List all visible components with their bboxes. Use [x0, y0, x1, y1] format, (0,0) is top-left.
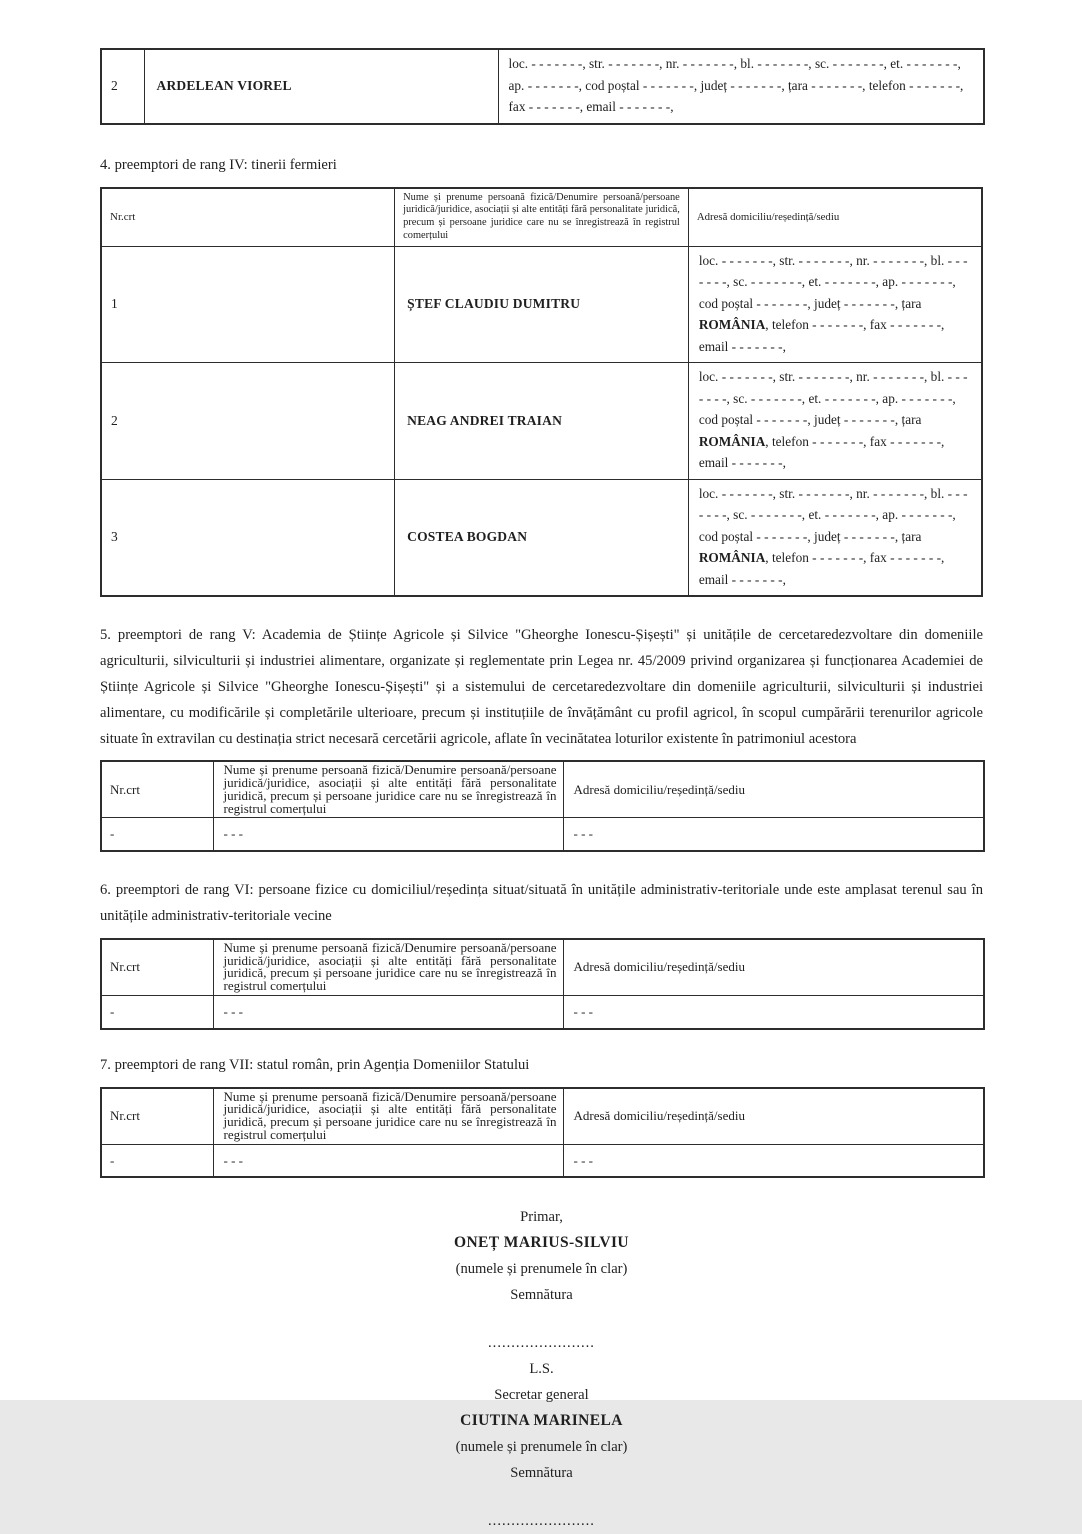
table-header-row	[101, 939, 984, 996]
country-name: ROMÂNIA	[698, 433, 766, 449]
name-header-cell: Nume și prenume persoană fizică/Denumire persoană/persoane juridică/juridice, asociații și alte entități fără personalitate juridică, precum și persoane juridice care nu se înregistrează în registrul comerțului	[213, 761, 563, 818]
person-name-cell: NEAG ANDREI TRAIAN	[395, 363, 689, 480]
section4-heading: 4. preemptori de rang IV: tinerii fermieri	[100, 156, 337, 173]
section6-heading: 6. preemptori de rang VI: persoane fizice cu domiciliul/reședința situat/situată în unitățile administrativ-teritoriale unde este amplasat terenul sau în unitățile administrativ-teritoriale vecine	[100, 881, 983, 924]
nr-crt-header-cell: Nr.crt	[101, 188, 395, 247]
row-number-cell: -	[101, 1144, 213, 1177]
rang4-table	[100, 187, 983, 598]
address-cell: - - -	[563, 818, 984, 851]
country-name: ROMÂNIA	[698, 550, 766, 566]
name-header-cell: Nume și prenume persoană fizică/Denumire persoană/persoane juridică/juridice, asociații și alte entități fără personalitate juridică, precum și persoane juridice care nu se înregistrează în registrul comerțului	[213, 1088, 563, 1145]
address-text: , telefon - - - - - - -, fax - - - - - - -, email - - - - - - -,	[698, 550, 945, 587]
address-cell: - - -	[563, 1144, 984, 1177]
person-name-cell: - - -	[213, 996, 563, 1029]
address-header-cell: Adresă domiciliu/reședință/sediu	[688, 188, 982, 247]
address-text: loc. - - - - - - -, str. - - - - - - -, nr. - - - - - - -, bl. - - - - - - -, sc. - - - - - - -, et. - - - - - - -, ap. - - - - - - -, cod poștal - - - - - - -, județ - - - - - - -, țara	[698, 485, 968, 544]
nr-crt-header-cell: Nr.crt	[101, 939, 213, 996]
address-text: , telefon - - - - - - -, fax - - - - - - -, email - - - - - - -,	[698, 433, 945, 471]
table-row	[101, 363, 982, 480]
section5-heading: 5. preemptori de rang V: Academia de Științe Agricole și Silvice "Gheorghe Ionescu-Șișești" și unitățile de cercetaredezvoltare din domeniile agriculturii, silviculturii și industriei alimentare, organizate și reglementate prin Legea nr. 45/2009 privind organizarea și funcționarea Academiei de Științe Agricole și Silvice "Gheorghe Ionescu-Șișești" și a sistemului de cercetaredezvoltare din domeniile agriculturii, silviculturii și industriei alimentare, cu modificările și completările ulterioare, precum și instituțiile de învățământ cu profil agricol, în scopul cumpărării terenurilor agricole situate în extravilan cu destinația strict necesară cercetării agricole, aflate în vecinătatea loturilor existente în patrimoniul acestora	[100, 627, 983, 748]
address-text: loc. - - - - - - -, str. - - - - - - -, nr. - - - - - - -, bl. - - - - - - -, sc. - - - - - - -, et. - - - - - - -, ap. - - - - - - -, cod poștal - - - - - - -, județ - - - - - - -, țara	[698, 369, 968, 428]
address-cell	[688, 363, 982, 480]
nr-crt-header-cell: Nr.crt	[101, 1088, 213, 1145]
table-header-row	[101, 761, 984, 818]
address-cell	[688, 479, 982, 596]
person-name-cell: - - -	[213, 818, 563, 851]
section7-heading: 7. preemptori de rang VII: statul român, prin Agenția Domeniilor Statului	[100, 1056, 530, 1073]
mayor-title: Primar,	[520, 1209, 563, 1226]
secretary-name: CIUTINA MARINELA	[460, 1412, 623, 1430]
table-row	[101, 246, 982, 363]
row-number-cell: 2	[101, 49, 144, 124]
table-header-row	[101, 1088, 984, 1145]
table-row	[101, 479, 982, 596]
signature-label: Semnătura	[510, 1287, 573, 1304]
row-number-cell: 3	[101, 479, 395, 596]
rang6-table	[100, 938, 985, 1030]
row-number-cell: -	[101, 818, 213, 851]
signature-dotted-line: .......................	[488, 1513, 595, 1530]
address-header-cell: Adresă domiciliu/reședință/sediu	[563, 1088, 984, 1145]
name-header-cell: Nume și prenume persoană fizică/Denumire persoană/persoane juridică/juridice, asociații și alte entități fără personalitate juridică, precum și persoane juridice care nu se înregistrează în registrul comerțului	[213, 939, 563, 996]
person-name-cell: ARDELEAN VIOREL	[144, 49, 498, 124]
secretary-title: Secretar general	[494, 1387, 589, 1404]
address-cell: loc. - - - - - - -, str. - - - - - - -, nr. - - - - - - -, bl. - - - - - - -, sc. - - - - - - -, et. - - - - - - -, ap. - - - - - - -, cod poștal - - - - - - -, județ - - - - - - -, țara - - - - - - -, telefon - - - - - - -, fax - - - - - - -, email - - - - - - -,	[498, 49, 984, 124]
row-number-cell: 2	[101, 363, 395, 480]
rang3-continuation-table	[100, 48, 985, 125]
table-row	[101, 996, 984, 1029]
signature-block	[100, 1204, 983, 1534]
person-name-cell: ȘTEF CLAUDIU DUMITRU	[395, 246, 689, 363]
ls-label: L.S.	[529, 1361, 554, 1378]
rang5-table	[100, 760, 985, 852]
table-row	[101, 49, 984, 124]
country-name: ROMÂNIA	[698, 317, 766, 333]
address-cell	[688, 246, 982, 363]
mayor-name: ONEȚ MARIUS-SILVIU	[453, 1234, 629, 1252]
row-number-cell: 1	[101, 246, 395, 363]
row-number-cell: -	[101, 996, 213, 1029]
table-row	[101, 1144, 984, 1177]
nr-crt-header-cell: Nr.crt	[101, 761, 213, 818]
person-name-cell: COSTEA BOGDAN	[395, 479, 689, 596]
name-note: (numele și prenumele în clar)	[455, 1439, 628, 1456]
table-header-row	[101, 188, 982, 247]
address-cell: - - -	[563, 996, 984, 1029]
signature-label: Semnătura	[510, 1465, 573, 1482]
person-name-cell: - - -	[213, 1144, 563, 1177]
signature-dotted-line: .......................	[488, 1335, 595, 1352]
name-note: (numele și prenumele în clar)	[455, 1261, 628, 1278]
name-header-cell: Nume și prenume persoană fizică/Denumire persoană/persoane juridică/juridice, asociații și alte entități fără personalitate juridică, precum și persoane juridice care nu se înregistrează în registrul comerțului	[395, 188, 689, 247]
table-row	[101, 818, 984, 851]
address-text: loc. - - - - - - -, str. - - - - - - -, nr. - - - - - - -, bl. - - - - - - -, sc. - - - - - - -, et. - - - - - - -, ap. - - - - - - -, cod poștal - - - - - - -, județ - - - - - - -, țara	[698, 252, 968, 311]
rang7-table	[100, 1087, 985, 1179]
address-header-cell: Adresă domiciliu/reședință/sediu	[563, 939, 984, 996]
address-text: , telefon - - - - - - -, fax - - - - - - -, email - - - - - - -,	[698, 317, 945, 354]
address-header-cell: Adresă domiciliu/reședință/sediu	[563, 761, 984, 818]
